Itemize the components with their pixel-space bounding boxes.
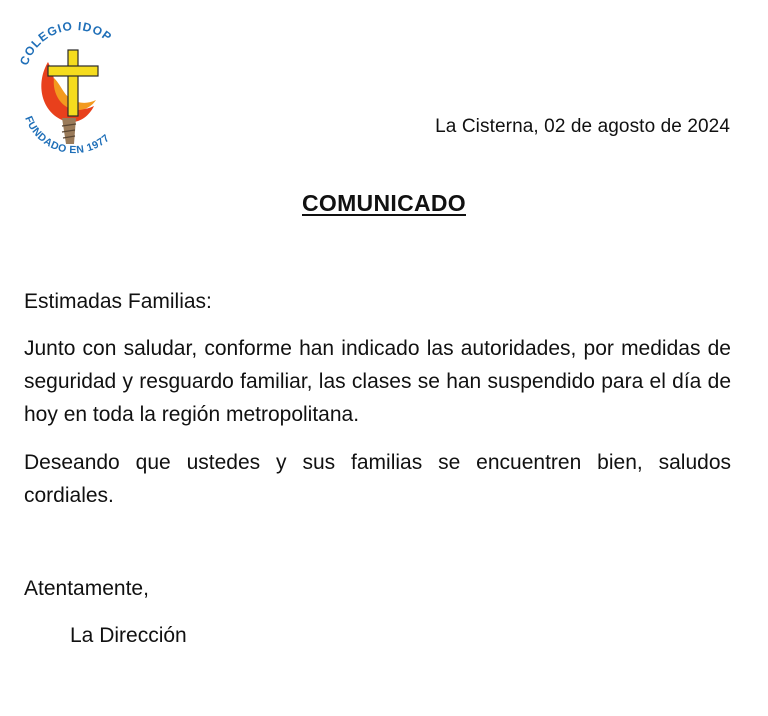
school-logo <box>18 22 130 162</box>
paragraph-1: Junto con saludar, conforme han indicado las autoridades, por medidas de seguridad y resguardo familiar, las clases se han suspendido para el día de hoy en toda la región metropolitana. <box>24 337 731 426</box>
logo-top-text: COLEGIO IDOP <box>18 22 115 68</box>
logo-bottom-text: FUNDADO EN 1977 <box>22 114 113 157</box>
paragraph-2: Deseando que ustedes y sus familias se encuentren bien, saludos cordiales. <box>24 451 731 507</box>
svg-text:COLEGIO IDOP <box>18 22 115 67</box>
closing: Atentamente, <box>24 577 149 600</box>
document-title: COMUNICADO <box>302 190 466 216</box>
signature: La Dirección <box>70 624 187 647</box>
date-line: La Cisterna, 02 de agosto de 2024 <box>435 116 730 137</box>
colegio-idop-seal-icon <box>18 22 130 162</box>
greeting: Estimadas Familias: <box>24 290 212 313</box>
